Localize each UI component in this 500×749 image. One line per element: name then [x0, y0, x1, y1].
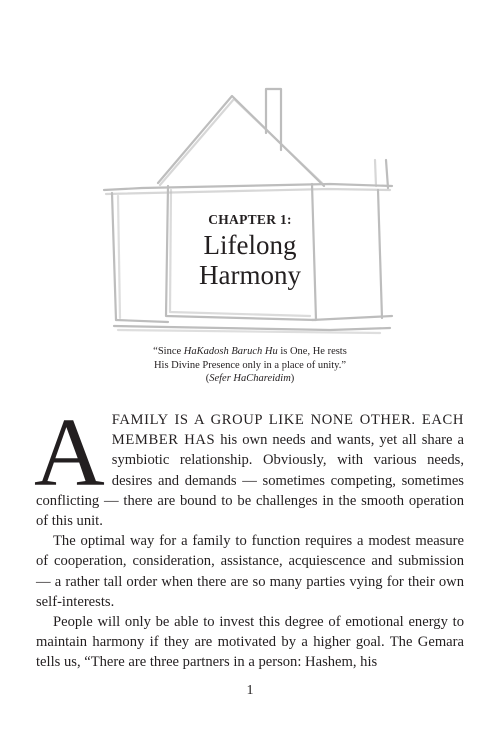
page-number: 1: [246, 683, 254, 698]
paragraph-1: [34, 399, 464, 531]
chapter-title-line-2: Harmony: [199, 260, 301, 290]
paragraph-2: The optimal way for a family to function requires a modest measure of cooperation, consideration, assistance, acquiescence and submission — a rather tall order when there are so many parties vying for their own self-interests.: [36, 533, 464, 610]
chapter-title-line-1: Lifelong: [203, 230, 297, 260]
chapter-title: [0, 230, 500, 290]
chapter-label: CHAPTER 1:: [208, 212, 292, 227]
paragraph-1-rest: his own needs and wants, yet all share a symbiotic relationship. Obviously, with various needs, desires and demands — sometimes competing, sometimes conflicting — there are bound to be challenges in the smooth operation of this unit.: [36, 432, 464, 530]
epigraph-name: HaKadosh Baruch Hu: [183, 346, 278, 357]
house-sketch-illustration: [0, 0, 500, 360]
epigraph-middle: is One, He rests His Divine Presence only in a place of unity.” (: [153, 346, 347, 384]
paragraph-3: People will only be able to invest this degree of emotional energy to maintain harmony if they are motivated by a higher goal. The Gemara tells us, “There are three partners in a person: Hashem, his: [36, 614, 464, 671]
body-text: [34, 399, 464, 673]
drop-cap: A: [34, 399, 105, 507]
epigraph-open: “Since: [153, 346, 184, 357]
lead-in-caps: FAMILY IS A GROUP LIKE NONE OTHER. EACH MEMBER HAS: [111, 412, 464, 449]
epigraph-source: Sefer HaChareidim: [209, 373, 291, 384]
epigraph-quote: [150, 345, 350, 386]
epigraph-close: ): [290, 373, 295, 384]
